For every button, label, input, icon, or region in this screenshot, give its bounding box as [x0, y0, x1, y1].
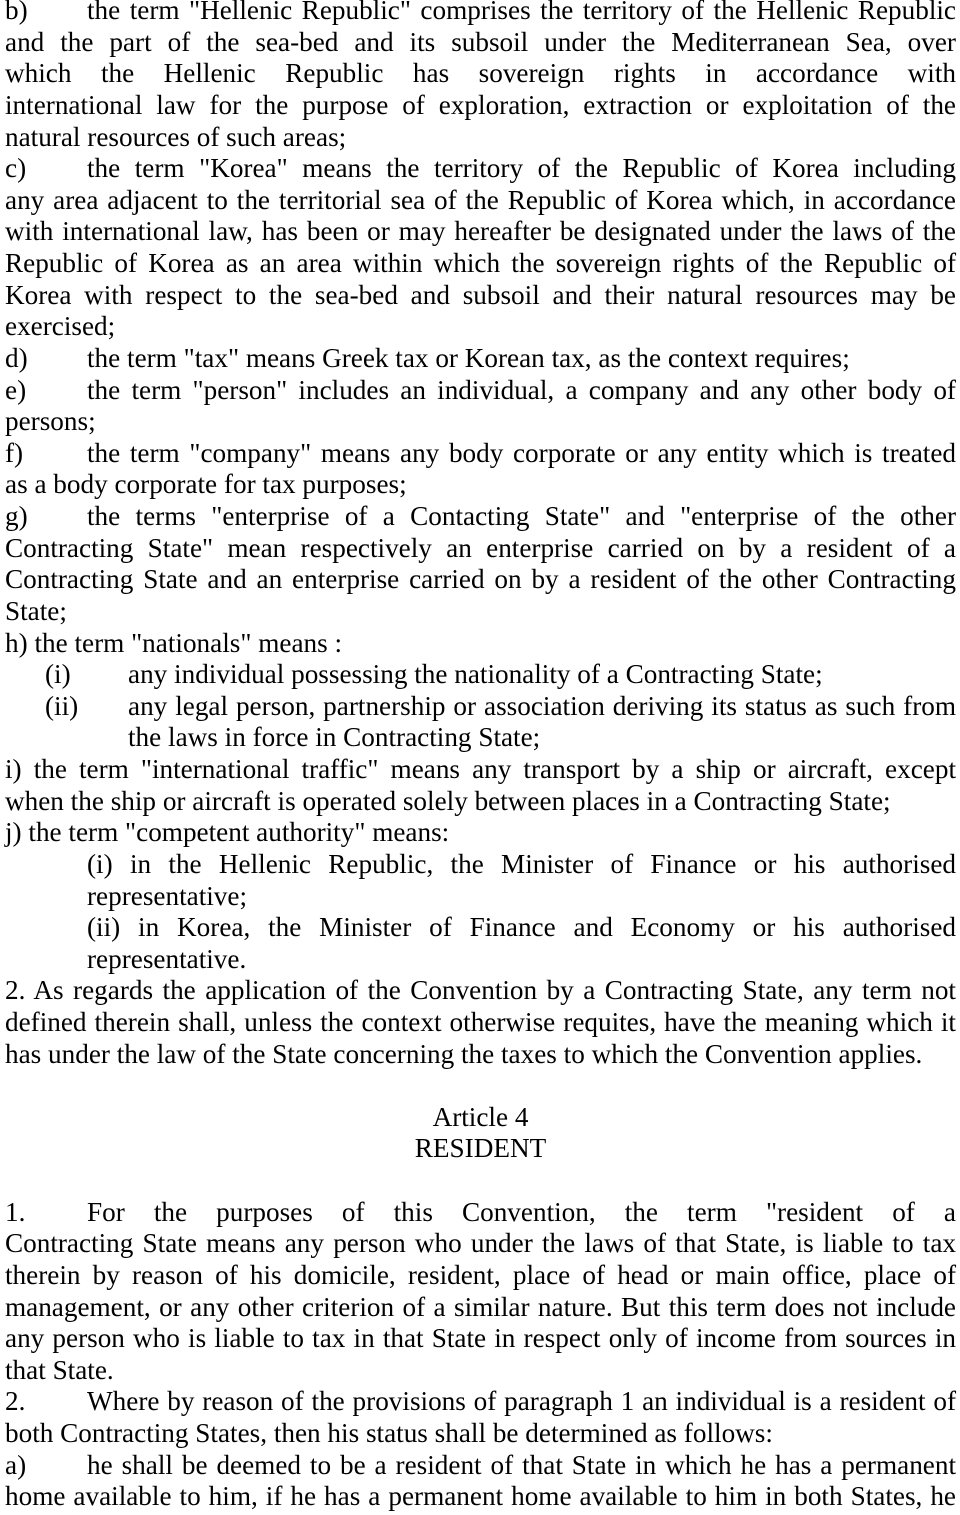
blank-line — [5, 1070, 956, 1102]
definition-e-first-line — [5, 375, 956, 407]
text-line: and the part of the sea-bed and its subsoil under the Mediterranean Sea, over — [5, 26, 956, 57]
text-line: the term "tax" means Greek tax or Korean tax, as the context requires; — [87, 342, 850, 373]
text-line: with international law, has been or may hereafter be designated under the laws of the — [5, 216, 956, 247]
text-line: the laws in force in Contracting State; — [128, 722, 541, 753]
text-line: any individual possessing the nationality of a Contracting State; — [128, 659, 823, 690]
subitem-label: (i) — [45, 659, 71, 690]
item-label: g) — [5, 501, 28, 531]
paragraph-2 — [5, 975, 956, 1070]
text-line: Contracting State" mean respectively an enterprise carried on by a resident of a — [5, 532, 956, 563]
item-label: f) — [5, 437, 24, 468]
text-line: natural resources of such areas; — [5, 121, 347, 152]
text-line: (ii) in Korea, the Minister of Finance and Economy or his authorised — [87, 912, 956, 943]
definition-j — [5, 817, 956, 975]
definition-g — [5, 501, 956, 628]
item-label: b) — [5, 0, 28, 25]
text-line: defined therein shall, unless the context otherwise requites, have the meaning which it — [5, 1007, 956, 1037]
text-line: any area adjacent to the territorial sea of the Republic of Korea which, in accordance — [5, 184, 956, 215]
text-line: has under the law of the State concerning the taxes to which the Convention applies. — [5, 1038, 923, 1069]
text-line: that State. — [5, 1354, 114, 1385]
text-line: representative; — [87, 880, 248, 911]
text-line: representative. — [87, 943, 247, 974]
text-line: as a body corporate for tax purposes; — [5, 469, 407, 500]
text-line: Contracting State and an enterprise carried on by a resident of the other Contracting — [5, 564, 956, 595]
text-line: h) the term "nationals" means : — [5, 627, 343, 658]
definition-f-first-line — [5, 438, 956, 470]
subitem-first-line — [5, 691, 956, 723]
paragraph-first-line — [5, 1197, 956, 1229]
subitem-label: (ii) — [45, 690, 79, 721]
text-line: the term "person" includes an individual, a company and any other body of — [87, 374, 956, 405]
item-label: a) — [5, 1449, 27, 1480]
definition-c — [5, 153, 956, 343]
text-line: the term "Korea" means the territory of the Republic of Korea including — [87, 153, 956, 184]
article-paragraph-1 — [5, 1197, 956, 1387]
text-line: i) the term "international traffic" means any transport by a ship or aircraft, except — [5, 754, 956, 784]
item-label: c) — [5, 153, 27, 184]
text-line: Contracting State means any person who under the laws of that State, is liable to tax — [5, 1228, 956, 1259]
text-line: management, or any other criterion of a similar nature. But this term does not include — [5, 1291, 956, 1322]
definition-d-first-line — [5, 343, 956, 375]
text-line: international law for the purpose of exploration, extraction or exploitation of the — [5, 89, 956, 120]
text-line: the term "company" means any body corporate or any entity which is treated — [87, 437, 956, 468]
definition-h — [5, 628, 956, 755]
text-line: persons; — [5, 406, 96, 437]
definition-f — [5, 438, 956, 501]
definition-i — [5, 754, 956, 817]
text-line: the term "Hellenic Republic" comprises the territory of the Hellenic Republic — [87, 0, 956, 25]
item-label: e) — [5, 374, 27, 405]
subitem-first-line — [5, 659, 956, 691]
definition-b — [5, 0, 956, 153]
text-line: which the Hellenic Republic has sovereign rights in accordance with — [5, 58, 956, 89]
text-line: Where by reason of the provisions of paragraph 1 an individual is a resident of — [87, 1386, 956, 1417]
definition-d — [5, 343, 956, 375]
article-paragraph-2 — [5, 1386, 956, 1449]
article-title: RESIDENT — [414, 1133, 547, 1164]
subparagraph-a — [5, 1450, 956, 1513]
text-line: he shall be deemed to be a resident of that State in which he has a permanent — [87, 1449, 956, 1480]
text-line: home available to him, if he has a permanent home available to him in both States, he — [5, 1481, 956, 1512]
paragraph-first-line — [5, 1386, 956, 1418]
paragraph-number: 1. — [5, 1196, 26, 1227]
text-line: exercised; — [5, 311, 116, 342]
definition-c-first-line — [5, 153, 956, 185]
text-line: therein by reason of his domicile, resident, place of head or main office, place of — [5, 1259, 956, 1290]
blank-line — [5, 1165, 956, 1197]
article-number: Article 4 — [432, 1101, 529, 1132]
text-line: any person who is liable to tax in that State in respect only of income from sources in — [5, 1323, 956, 1354]
text-line: Korea with respect to the sea-bed and subsoil and their natural resources may be — [5, 279, 956, 310]
text-line: State; — [5, 595, 67, 626]
item-label: d) — [5, 342, 28, 373]
text-line: Republic of Korea as an area within which the sovereign rights of the Republic of — [5, 248, 956, 278]
text-line: the terms "enterprise of a Contacting State" and "enterprise of the other — [87, 501, 956, 531]
text-line: For the purposes of this Convention, the term "resident of a — [87, 1196, 956, 1227]
document-page — [5, 0, 956, 1513]
subparagraph-first-line — [5, 1450, 956, 1482]
article-heading — [5, 1102, 956, 1165]
text-line: 2. As regards the application of the Convention by a Contracting State, any term not — [5, 975, 956, 1006]
definition-g-first-line — [5, 501, 956, 533]
text-line: j) the term "competent authority" means: — [5, 817, 450, 848]
text-line: when the ship or aircraft is operated solely between places in a Contracting State; — [5, 785, 891, 816]
text-line: (i) in the Hellenic Republic, the Minister of Finance or his authorised — [87, 848, 956, 879]
text-line: any legal person, partnership or association deriving its status as such from — [128, 690, 956, 721]
text-line: both Contracting States, then his status shall be determined as follows: — [5, 1418, 773, 1449]
definition-b-first-line — [5, 0, 956, 27]
paragraph-number: 2. — [5, 1386, 26, 1417]
definition-e — [5, 375, 956, 438]
